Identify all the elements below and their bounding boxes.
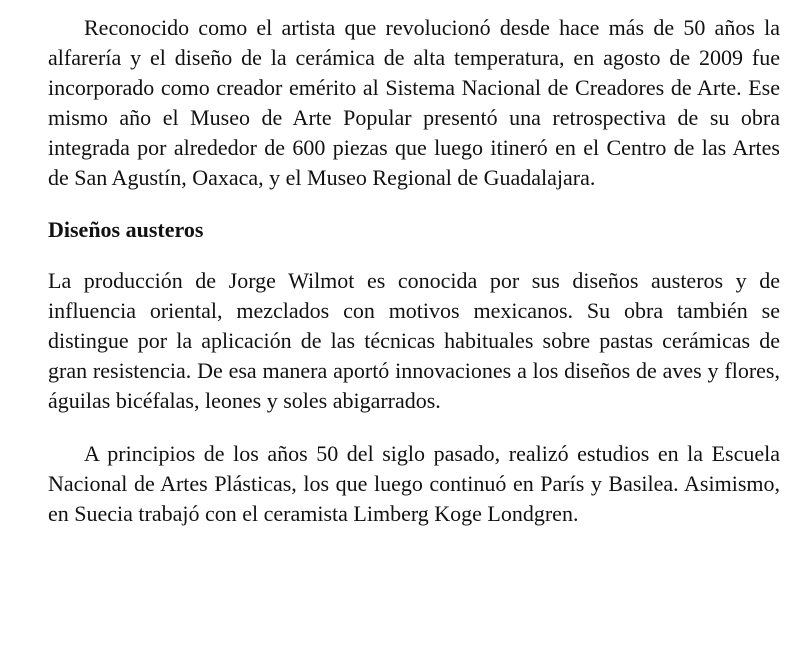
studies-paragraph: A principios de los años 50 del siglo pasado, realizó estudios en la Escuela Nacional de Artes Plásticas, los que luego continuó en París y Basilea. Asimismo, en Suecia trabajó con el ceramista Limberg Koge Londgren. bbox=[48, 441, 780, 526]
section-heading: Diseños austeros bbox=[48, 217, 204, 242]
designs-paragraph: La producción de Jorge Wilmot es conocida por sus diseños austeros y de influencia oriental, mezclados con motivos mexicanos. Su obra también se distingue por la aplicación de las técnicas habituales sobre pastas cerámicas de gran resistencia. De esa manera aportó innovaciones a los diseños de aves y flores, águilas bicéfalas, leones y soles abigarrados. bbox=[48, 268, 780, 413]
intro-paragraph: Reconocido como el artista que revolucionó desde hace más de 50 años la alfarería y el diseño de la cerámica de alta temperatura, en agosto de 2009 fue incorporado como creador emérito al Sistema Nacional de Creadores de Arte. Ese mismo año el Museo de Arte Popular presentó una retrospectiva de su obra integrada por alrededor de 600 piezas que luego itineró en el Centro de las Artes de San Agustín, Oaxaca, y el Museo Regional de Guadalajara. bbox=[48, 15, 780, 190]
